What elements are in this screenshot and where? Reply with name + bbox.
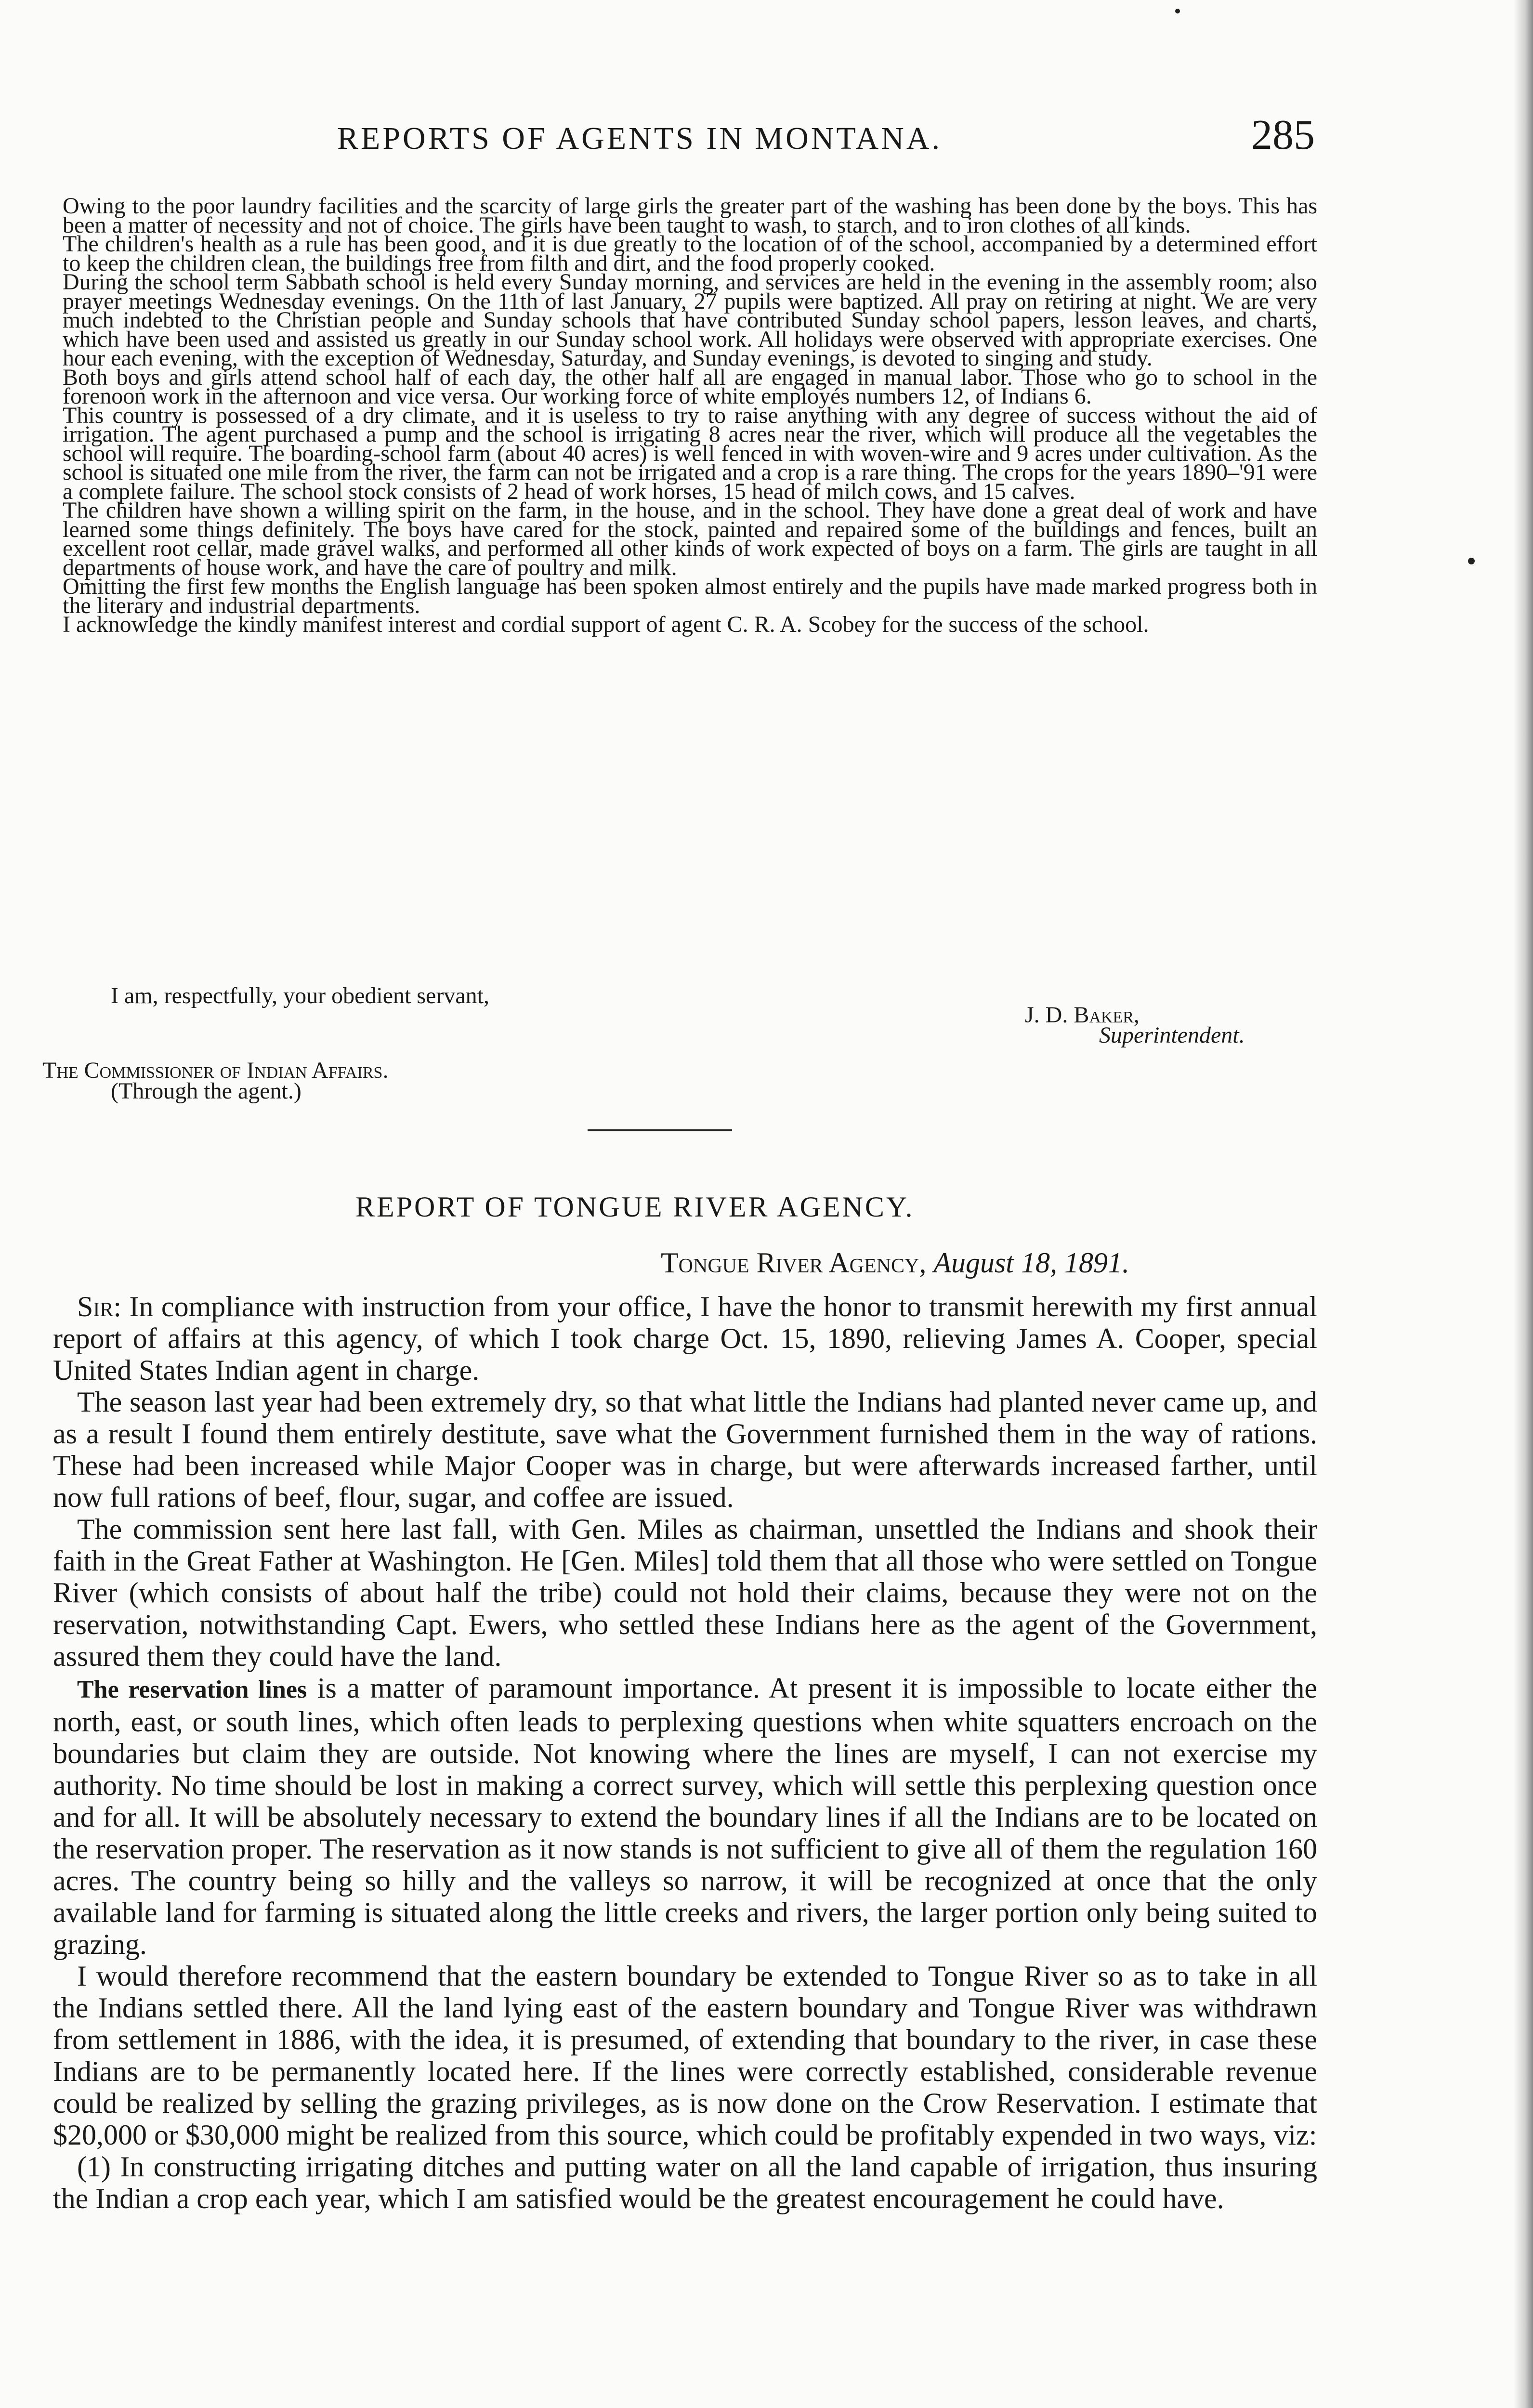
- dateline: [661, 1246, 1129, 1280]
- dateline-date: August 18, 1891.: [933, 1247, 1129, 1279]
- paragraph: The children's health as a rule has been good, and it is due greatly to the location of of the school, accompanied by a determined effort to keep the children clean, the buildings free from filth and dirt, and the food properly cooked.: [63, 231, 1317, 276]
- closing-line: I am, respectfully, your obedient servant,: [111, 983, 489, 1008]
- report-title: REPORT OF TONGUE RIVER AGENCY.: [355, 1191, 915, 1223]
- dateline-place: Tongue River Agency,: [661, 1247, 927, 1279]
- paragraph: I would therefore recommend that the eastern boundary be extended to Tongue River so as to take in all the Indians settled there. All the land lying east of the eastern boundary and Tongue River was withdrawn from settlement in 1886, with the idea, it is presumed, of extending that boundary to the river, in case these Indians are to be permanently located here. If the lines were correctly established, considerable revenue could be realized by selling the grazing privileges, as is now done on the Crow Reservation. I estimate that $20,000 or $30,000 might be realized from this source, which could be profitably expended in two ways, viz:: [53, 1960, 1317, 2151]
- running-head: REPORTS OF AGENTS IN MONTANA.: [337, 121, 943, 156]
- paragraph: Both boys and girls attend school half of each day, the other half all are engaged in manual labor. Those who go to school in the forenoon work in the afternoon and vice versa. Our working force of white employés numbers 12, of Indians 6.: [63, 364, 1317, 409]
- paragraph-lead: The reservation lines: [77, 1676, 307, 1703]
- paragraph: The season last year had been extremely dry, so that what little the Indians had planted never came up, and as a result I found them entirely destitute, save what the Government furnished them in the way of rations. These had been increased while Major Cooper was in charge, but were afterwards increased farther, until now full rations of beef, flour, sugar, and coffee are issued.: [53, 1386, 1317, 1513]
- school-report-body: [63, 193, 1317, 637]
- paragraph-text: is a matter of paramount importance. At present it is impossible to locate either the north, east, or south lines, which often leads to perplexing questions when white squatters encroach on the boundaries but claim they are outside. Not knowing where the lines are myself, I can not exercise my authority. No time should be lost in making a correct survey, which will settle this perplexing question once and for all. It will be absolutely necessary to extend the boundary lines if all the Indians are to be located on the reservation proper. The reservation as it now stands is not sufficient to give all of them the regulation 160 acres. The country being so hilly and the valleys so narrow, it will be recognized at once that the only available land for farming is situated along the little creeks and rivers, the larger portion only being suited to grazing.: [53, 1672, 1318, 1960]
- margin-speck: [1468, 558, 1475, 564]
- paragraph: Owing to the poor laundry facilities and the scarcity of large girls the greater part of the washing has been done by the boys. This has been a matter of necessity and not of choice. The girls have been taught to wash, to starch, and to iron clothes of all kinds.: [63, 193, 1317, 238]
- margin-speck: [1175, 9, 1180, 13]
- page-header: [63, 111, 1324, 164]
- addressee: The Commissioner of Indian Affairs.: [42, 1058, 389, 1083]
- page-edge-shadow: [1514, 0, 1533, 2408]
- page-number: 285: [1251, 112, 1315, 158]
- paragraph: The children have shown a willing spirit on the farm, in the house, and in the school. They have done a great deal of work and have learned some things definitely. The boys have cared for the stock, painted and repaired some of the buildings and fences, built an excellent root cellar, made gravel walks, and performed all other kinds of work expected of boys on a farm. The girls are taught in all departments of house work, and have the care of poultry and milk.: [63, 497, 1317, 580]
- paragraph: Omitting the first few months the English language has been spoken almost entirely and the pupils have made marked progress both in the literary and industrial departments.: [63, 574, 1317, 618]
- addressee-note: (Through the agent.): [111, 1078, 301, 1104]
- signer-title: Superintendent.: [1099, 1022, 1245, 1048]
- paragraph-text: In compliance with instruction from your office, I have the honor to transmit herewith my first annual report of affairs at this agency, of which I took charge Oct. 15, 1890, relieving James A. Cooper, special United States Indian agent in charge.: [53, 1291, 1317, 1386]
- paragraph: During the school term Sabbath school is held every Sunday morning, and services are held in the evening in the assembly room; also prayer meetings Wednesday evenings. On the 11th of last January, 27 pupils were baptized. All pray on retiring at night. We are very much indebted to the Christian people and Sunday schools that have contributed Sunday school papers, lesson leaves, and charts, which have been used and assisted us greatly in our Sunday school work. All holidays were observed with appropriate exercises. One hour each evening, with the exception of Wednesday, Saturday, and Sunday evenings, is devoted to singing and study.: [63, 269, 1317, 371]
- signer-name: J. D. Baker,: [1025, 1002, 1140, 1028]
- paragraph: [53, 1291, 1317, 1386]
- paragraph: This country is possessed of a dry climate, and it is useless to try to raise anything with any degree of success without the aid of irrigation. The agent purchased a pump and the school is irrigating 8 acres near the river, which will produce all the vegetables the school will require. The boarding-school farm (about 40 acres) is well fenced in with woven-wire and 9 acres under cultivation. As the school is situated one mile from the river, the farm can not be irrigated and a crop is a rare thing. The crops for the years 1890–'91 were a complete failure. The school stock consists of 2 head of work horses, 15 head of milch cows, and 15 calves.: [63, 402, 1317, 504]
- paragraph: I acknowledge the kindly manifest interest and cordial support of agent C. R. A. Scobey for the success of the school.: [63, 612, 1149, 637]
- section-divider: [588, 1129, 732, 1131]
- salutation: Sir:: [77, 1291, 122, 1322]
- agency-report-body: [53, 1291, 1317, 2214]
- paragraph: (1) In constructing irrigating ditches and putting water on all the land capable of irrigation, thus insuring the Indian a crop each year, which I am satisfied would be the greatest encouragement he could have.: [53, 2151, 1317, 2214]
- paragraph: The commission sent here last fall, with Gen. Miles as chairman, unsettled the Indians and shook their faith in the Great Father at Washington. He [Gen. Miles] told them that all those who were settled on Tongue River (which consists of about half the tribe) could not hold their claims, because they were not on the reservation, notwithstanding Capt. Ewers, who settled these Indians here as the agent of the Government, assured them they could have the land.: [53, 1513, 1317, 1672]
- paragraph: [53, 1672, 1317, 1960]
